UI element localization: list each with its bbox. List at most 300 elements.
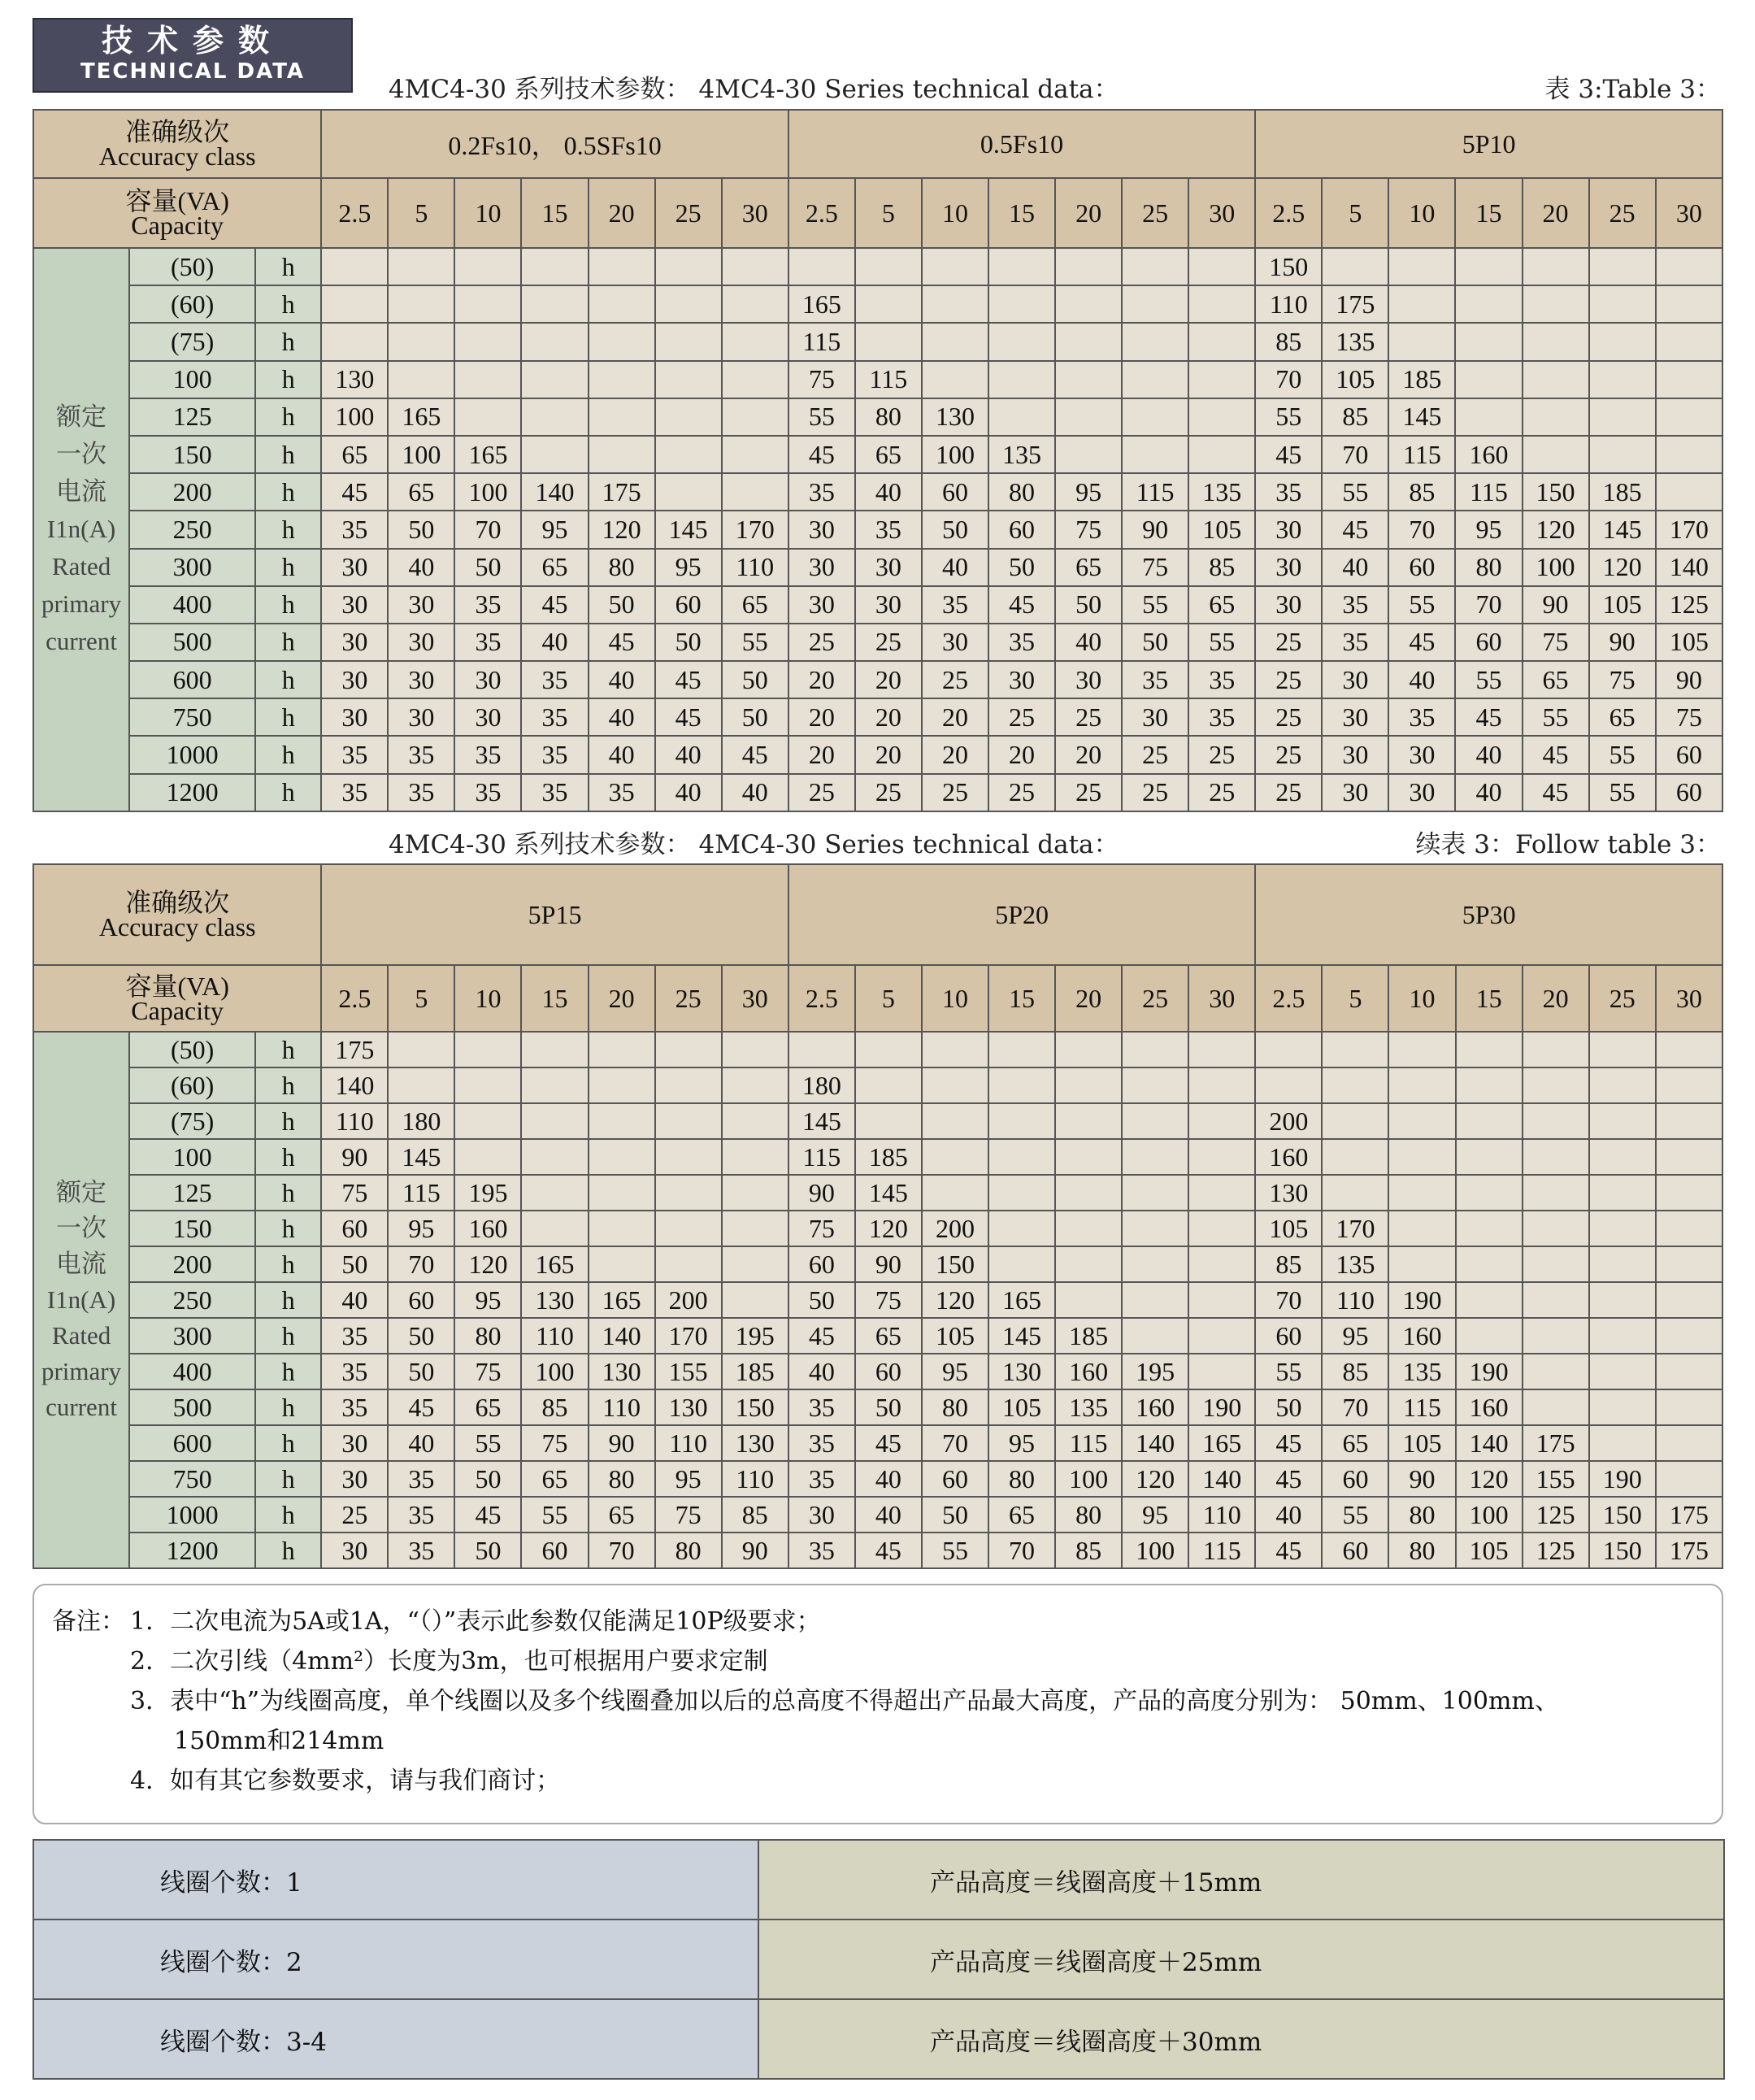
capacity-value: 5 — [1322, 965, 1388, 1032]
data-cell: 40 — [589, 698, 655, 736]
table-row — [33, 285, 1722, 323]
data-cell — [1523, 1175, 1589, 1211]
data-cell: 195 — [722, 1318, 788, 1354]
data-cell — [655, 248, 722, 285]
data-cell: 50 — [589, 586, 655, 624]
coil-count-cell: 线圈个数：2 — [33, 1920, 758, 1999]
data-cell: 30 — [788, 511, 855, 548]
data-cell: 200 — [655, 1282, 722, 1318]
data-cell — [988, 361, 1055, 398]
data-cell: 195 — [1122, 1354, 1188, 1389]
data-cell: 175 — [1322, 285, 1388, 323]
data-cell: 105 — [1456, 1533, 1523, 1568]
data-cell: 45 — [988, 586, 1055, 624]
data-cell — [1589, 248, 1656, 285]
data-cell: 80 — [589, 1461, 655, 1497]
data-cell: 40 — [722, 774, 788, 811]
data-cell: 60 — [922, 473, 988, 511]
data-cell — [1589, 1139, 1656, 1175]
data-cell: 25 — [1255, 661, 1322, 698]
data-cell: 90 — [855, 1246, 922, 1282]
data-cell: 50 — [788, 1282, 855, 1318]
data-cell: 50 — [922, 511, 988, 548]
table-row — [33, 1461, 1722, 1497]
data-cell: 100 — [1122, 1533, 1188, 1568]
data-cell: 195 — [454, 1175, 521, 1211]
data-cell: 145 — [788, 1103, 855, 1139]
data-cell: 30 — [855, 549, 922, 586]
data-cell — [855, 1067, 922, 1103]
coil-height-symbol: h — [255, 1175, 321, 1211]
data-cell: 75 — [1523, 624, 1589, 661]
data-cell: 130 — [722, 1425, 788, 1461]
data-cell — [1388, 323, 1455, 360]
data-cell — [1589, 436, 1656, 473]
data-cell: 35 — [454, 586, 521, 624]
table-row — [33, 736, 1722, 773]
side-label-line: primary — [41, 1357, 122, 1385]
data-cell: 85 — [722, 1497, 788, 1533]
data-cell — [1589, 1175, 1656, 1211]
data-cell — [1656, 1175, 1722, 1211]
data-cell: 105 — [1388, 1425, 1455, 1461]
data-cell: 115 — [1455, 473, 1522, 511]
data-cell: 150 — [1523, 473, 1589, 511]
data-cell: 20 — [988, 736, 1055, 773]
data-cell: 45 — [321, 473, 388, 511]
product-height-cell: 产品高度＝线圈高度＋30mm — [758, 1999, 1724, 2079]
data-cell: 75 — [788, 361, 855, 398]
data-cell: 45 — [1255, 436, 1322, 473]
table-row — [33, 1103, 1722, 1139]
data-cell — [1188, 1318, 1255, 1354]
capacity-label-cn: 容量(VA) — [125, 972, 229, 1001]
data-cell: 35 — [855, 511, 922, 548]
data-cell: 100 — [521, 1354, 588, 1389]
data-cell — [1589, 398, 1656, 436]
data-cell: 175 — [321, 1032, 388, 1067]
capacity-value: 20 — [589, 965, 655, 1032]
data-cell: 70 — [1255, 361, 1322, 398]
data-cell — [988, 1032, 1055, 1067]
capacity-label-cn: 容量(VA) — [125, 186, 229, 215]
data-cell: 30 — [454, 661, 521, 698]
data-cell: 165 — [589, 1282, 655, 1318]
data-cell — [1589, 1318, 1656, 1354]
table-row — [33, 1067, 1722, 1103]
data-cell — [1122, 398, 1188, 436]
data-cell: 165 — [1188, 1425, 1255, 1461]
coil-height-symbol: h — [255, 248, 321, 285]
table-row — [33, 774, 1722, 811]
data-cell — [988, 398, 1055, 436]
primary-current-value: 750 — [129, 698, 255, 736]
data-cell: 95 — [655, 549, 722, 586]
coil-height-symbol: h — [255, 661, 321, 698]
data-cell: 35 — [521, 774, 588, 811]
data-cell: 65 — [722, 586, 788, 624]
data-cell — [1188, 1032, 1255, 1067]
data-cell: 25 — [1055, 774, 1122, 811]
data-cell — [1455, 398, 1522, 436]
data-cell: 60 — [655, 586, 722, 624]
capacity-value: 2.5 — [788, 178, 855, 248]
data-cell — [589, 1139, 655, 1175]
data-cell — [1523, 1354, 1589, 1389]
coil-height-symbol: h — [255, 361, 321, 398]
data-cell: 50 — [855, 1389, 922, 1425]
data-cell: 170 — [1322, 1211, 1388, 1246]
primary-current-value: 150 — [129, 436, 255, 473]
data-cell — [1188, 1282, 1255, 1318]
capacity-value: 5 — [1322, 178, 1388, 248]
accuracy-class-group: 0.5Fs10 — [788, 110, 1255, 178]
capacity-value: 15 — [988, 178, 1055, 248]
data-cell — [1523, 1318, 1589, 1354]
data-cell — [655, 1246, 722, 1282]
data-cell: 35 — [788, 1461, 855, 1497]
data-cell — [521, 1139, 588, 1175]
data-cell: 125 — [1523, 1497, 1589, 1533]
note-item-3-continued: 150mm和214mm — [174, 1727, 384, 1755]
data-cell — [1589, 1211, 1656, 1246]
data-cell: 115 — [1388, 1389, 1455, 1425]
data-cell — [1656, 436, 1722, 473]
primary-current-value: 250 — [129, 1282, 255, 1318]
data-cell: 35 — [388, 736, 454, 773]
capacity-value: 10 — [1388, 965, 1455, 1032]
coil-height-symbol: h — [255, 285, 321, 323]
data-cell: 45 — [1523, 736, 1589, 773]
data-cell: 160 — [1255, 1139, 1322, 1175]
primary-current-value: 150 — [129, 1211, 255, 1246]
data-cell: 35 — [321, 1389, 388, 1425]
data-cell: 110 — [655, 1425, 722, 1461]
data-cell: 35 — [1322, 586, 1388, 624]
data-cell: 45 — [655, 661, 722, 698]
data-cell: 140 — [589, 1318, 655, 1354]
data-cell: 105 — [1656, 624, 1722, 661]
data-cell — [1523, 323, 1589, 360]
data-cell — [1523, 398, 1589, 436]
data-cell: 50 — [454, 1461, 521, 1497]
side-label-line: Rated — [51, 1321, 111, 1350]
side-label-line: 一次 — [56, 1214, 107, 1242]
data-cell — [1455, 323, 1522, 360]
data-cell — [1589, 1354, 1656, 1389]
data-cell — [1055, 1103, 1122, 1139]
data-cell: 100 — [454, 473, 521, 511]
data-cell: 55 — [1122, 586, 1188, 624]
data-cell — [1388, 1139, 1455, 1175]
data-cell: 65 — [1188, 586, 1255, 624]
data-cell — [1589, 1425, 1656, 1461]
accuracy-class-label-en: Accuracy class — [98, 141, 256, 171]
data-cell — [521, 323, 588, 360]
data-cell: 40 — [521, 624, 588, 661]
data-cell — [1388, 248, 1455, 285]
coil-height-symbol: h — [255, 1211, 321, 1246]
data-cell: 70 — [1455, 586, 1522, 624]
data-cell: 90 — [722, 1533, 788, 1568]
data-cell: 100 — [922, 436, 988, 473]
technical-data-table-1 — [33, 109, 1723, 812]
capacity-value: 30 — [1188, 178, 1255, 248]
data-cell: 70 — [454, 511, 521, 548]
data-cell — [922, 1067, 988, 1103]
data-cell: 140 — [1656, 549, 1722, 586]
data-cell — [454, 285, 521, 323]
data-cell: 55 — [521, 1497, 588, 1533]
data-cell — [1456, 1139, 1523, 1175]
data-cell: 35 — [589, 774, 655, 811]
data-cell — [788, 1032, 855, 1067]
product-height-cell: 产品高度＝线圈高度＋25mm — [758, 1920, 1724, 1999]
data-cell: 55 — [1388, 586, 1455, 624]
data-cell — [454, 1067, 521, 1103]
data-cell: 60 — [1322, 1533, 1388, 1568]
table-row — [33, 661, 1722, 698]
data-cell: 45 — [655, 698, 722, 736]
primary-current-value: (50) — [129, 1032, 255, 1067]
data-cell — [988, 1067, 1055, 1103]
data-cell: 65 — [589, 1497, 655, 1533]
data-cell — [521, 1067, 588, 1103]
data-cell — [1455, 248, 1522, 285]
data-cell: 120 — [454, 1246, 521, 1282]
data-cell — [1322, 1103, 1388, 1139]
data-cell: 55 — [788, 398, 855, 436]
data-cell: 105 — [922, 1318, 988, 1354]
data-cell — [1523, 1103, 1589, 1139]
accuracy-class-row — [33, 110, 1722, 178]
data-cell — [1523, 1032, 1589, 1067]
capacity-value: 30 — [1656, 965, 1722, 1032]
data-cell — [655, 1032, 722, 1067]
coil-height-symbol: h — [255, 736, 321, 773]
data-cell — [1523, 1067, 1589, 1103]
data-cell: 50 — [722, 661, 788, 698]
data-cell — [1656, 1246, 1722, 1282]
data-cell: 30 — [388, 661, 454, 698]
data-cell: 180 — [388, 1103, 454, 1139]
data-cell: 30 — [788, 586, 855, 624]
data-cell — [1523, 248, 1589, 285]
data-cell: 65 — [321, 436, 388, 473]
data-cell: 25 — [1122, 774, 1188, 811]
data-cell: 35 — [1255, 473, 1322, 511]
data-cell: 105 — [988, 1389, 1055, 1425]
data-cell: 35 — [521, 661, 588, 698]
data-cell: 85 — [1322, 398, 1388, 436]
data-cell: 90 — [321, 1139, 388, 1175]
data-cell: 85 — [1388, 473, 1455, 511]
data-cell: 30 — [321, 661, 388, 698]
data-cell: 65 — [521, 1461, 588, 1497]
data-cell: 115 — [1122, 473, 1188, 511]
data-cell: 85 — [1188, 549, 1255, 586]
data-cell: 75 — [1055, 511, 1122, 548]
data-cell — [988, 1139, 1055, 1175]
data-cell — [521, 285, 588, 323]
data-cell — [855, 248, 922, 285]
data-cell: 30 — [321, 698, 388, 736]
data-cell: 35 — [1322, 624, 1388, 661]
data-cell — [1589, 1389, 1656, 1425]
primary-current-value: 125 — [129, 1175, 255, 1211]
data-cell: 40 — [788, 1354, 855, 1389]
capacity-value: 30 — [722, 178, 788, 248]
data-cell: 120 — [1456, 1461, 1523, 1497]
data-cell: 115 — [1388, 436, 1455, 473]
data-cell: 20 — [922, 736, 988, 773]
data-cell — [1388, 285, 1455, 323]
data-cell — [1122, 1282, 1188, 1318]
data-cell: 75 — [1656, 698, 1722, 736]
data-cell — [655, 1139, 722, 1175]
data-cell: 65 — [1322, 1425, 1388, 1461]
coil-height-symbol: h — [255, 1032, 321, 1067]
product-height-cell: 产品高度＝线圈高度＋15mm — [758, 1840, 1724, 1920]
data-cell — [988, 1211, 1055, 1246]
data-cell: 40 — [855, 1461, 922, 1497]
data-cell: 70 — [922, 1425, 988, 1461]
data-cell: 55 — [922, 1533, 988, 1568]
primary-current-value: 100 — [129, 1139, 255, 1175]
data-cell: 115 — [788, 1139, 855, 1175]
note-item-2: 2．二次引线（4mm²）长度为3m，也可根据用户要求定制 — [130, 1647, 768, 1676]
data-cell: 55 — [1322, 473, 1388, 511]
data-cell: 30 — [1255, 511, 1322, 548]
data-cell — [1122, 323, 1188, 360]
data-cell: 45 — [855, 1533, 922, 1568]
note-item-4: 4．如有其它参数要求，请与我们商讨； — [130, 1767, 561, 1795]
data-cell: 90 — [788, 1175, 855, 1211]
data-cell — [388, 285, 454, 323]
rated-primary-current-label — [33, 248, 129, 811]
data-cell: 90 — [1523, 586, 1589, 624]
data-cell: 30 — [388, 586, 454, 624]
data-cell: 160 — [454, 1211, 521, 1246]
data-cell — [1589, 1103, 1656, 1139]
primary-current-value: 1000 — [129, 1497, 255, 1533]
data-cell — [1523, 1211, 1589, 1246]
data-cell — [1656, 398, 1722, 436]
capacity-value: 2.5 — [321, 965, 388, 1032]
data-cell: 200 — [922, 1211, 988, 1246]
data-cell — [988, 248, 1055, 285]
data-cell: 100 — [1523, 549, 1589, 586]
coil-height-symbol: h — [255, 436, 321, 473]
data-cell: 55 — [1589, 774, 1656, 811]
data-cell — [1322, 248, 1388, 285]
data-cell — [1656, 1139, 1722, 1175]
data-cell — [589, 1175, 655, 1211]
table2-label: 续表 3：Follow table 3： — [1415, 830, 1721, 859]
data-cell: 110 — [1188, 1497, 1255, 1533]
data-cell — [521, 1032, 588, 1067]
data-cell — [1055, 1282, 1122, 1318]
table-row — [33, 1211, 1722, 1246]
data-cell: 145 — [988, 1318, 1055, 1354]
data-cell: 45 — [722, 736, 788, 773]
data-cell: 75 — [855, 1282, 922, 1318]
data-cell: 85 — [521, 1389, 588, 1425]
capacity-value: 25 — [655, 965, 722, 1032]
data-cell — [722, 285, 788, 323]
data-cell: 25 — [321, 1497, 388, 1533]
data-cell: 35 — [922, 586, 988, 624]
table-row — [33, 398, 1722, 436]
data-cell: 165 — [988, 1282, 1055, 1318]
data-cell: 25 — [1255, 698, 1322, 736]
data-cell: 145 — [855, 1175, 922, 1211]
table-row — [33, 1533, 1722, 1568]
data-cell — [1188, 1211, 1255, 1246]
data-cell: 30 — [321, 624, 388, 661]
coil-count-cell: 线圈个数：3-4 — [33, 1999, 758, 2079]
data-cell: 45 — [788, 1318, 855, 1354]
data-cell — [589, 1211, 655, 1246]
table-row — [33, 1318, 1722, 1354]
capacity-value: 10 — [922, 178, 988, 248]
data-cell: 35 — [988, 624, 1055, 661]
table-row — [33, 1497, 1722, 1533]
primary-current-value: 500 — [129, 1389, 255, 1425]
data-cell: 185 — [1055, 1318, 1122, 1354]
data-cell — [1055, 398, 1122, 436]
data-cell: 95 — [1122, 1497, 1188, 1533]
data-cell: 160 — [1122, 1389, 1188, 1425]
table-row — [33, 549, 1722, 586]
data-cell — [589, 1246, 655, 1282]
data-cell: 30 — [1055, 661, 1122, 698]
data-cell — [1188, 1139, 1255, 1175]
primary-current-value: 1200 — [129, 1533, 255, 1568]
data-cell: 115 — [788, 323, 855, 360]
data-cell — [1589, 1282, 1656, 1318]
data-cell: 25 — [855, 774, 922, 811]
data-cell: 125 — [1523, 1533, 1589, 1568]
data-cell — [1055, 323, 1122, 360]
data-cell: 35 — [788, 1389, 855, 1425]
side-label-line: 电流 — [56, 1250, 107, 1278]
data-cell: 140 — [1122, 1425, 1188, 1461]
data-cell: 45 — [454, 1497, 521, 1533]
data-cell: 155 — [1523, 1461, 1589, 1497]
data-cell: 30 — [1322, 698, 1388, 736]
data-cell: 30 — [1122, 698, 1188, 736]
data-cell: 40 — [1055, 624, 1122, 661]
data-cell — [855, 323, 922, 360]
data-cell: 145 — [1388, 398, 1455, 436]
side-label-line: primary — [41, 589, 122, 619]
accuracy-class-label-cn: 准确级次 — [125, 117, 230, 146]
data-cell: 185 — [1589, 473, 1656, 511]
data-cell — [988, 323, 1055, 360]
data-cell — [655, 1067, 722, 1103]
primary-current-value: 400 — [129, 586, 255, 624]
data-cell — [988, 1103, 1055, 1139]
data-cell: 55 — [454, 1425, 521, 1461]
data-cell — [722, 436, 788, 473]
data-cell: 40 — [922, 549, 988, 586]
data-cell: 30 — [321, 586, 388, 624]
data-cell: 20 — [922, 698, 988, 736]
data-cell: 55 — [1255, 1354, 1322, 1389]
data-cell: 115 — [388, 1175, 454, 1211]
data-cell: 120 — [589, 511, 655, 548]
